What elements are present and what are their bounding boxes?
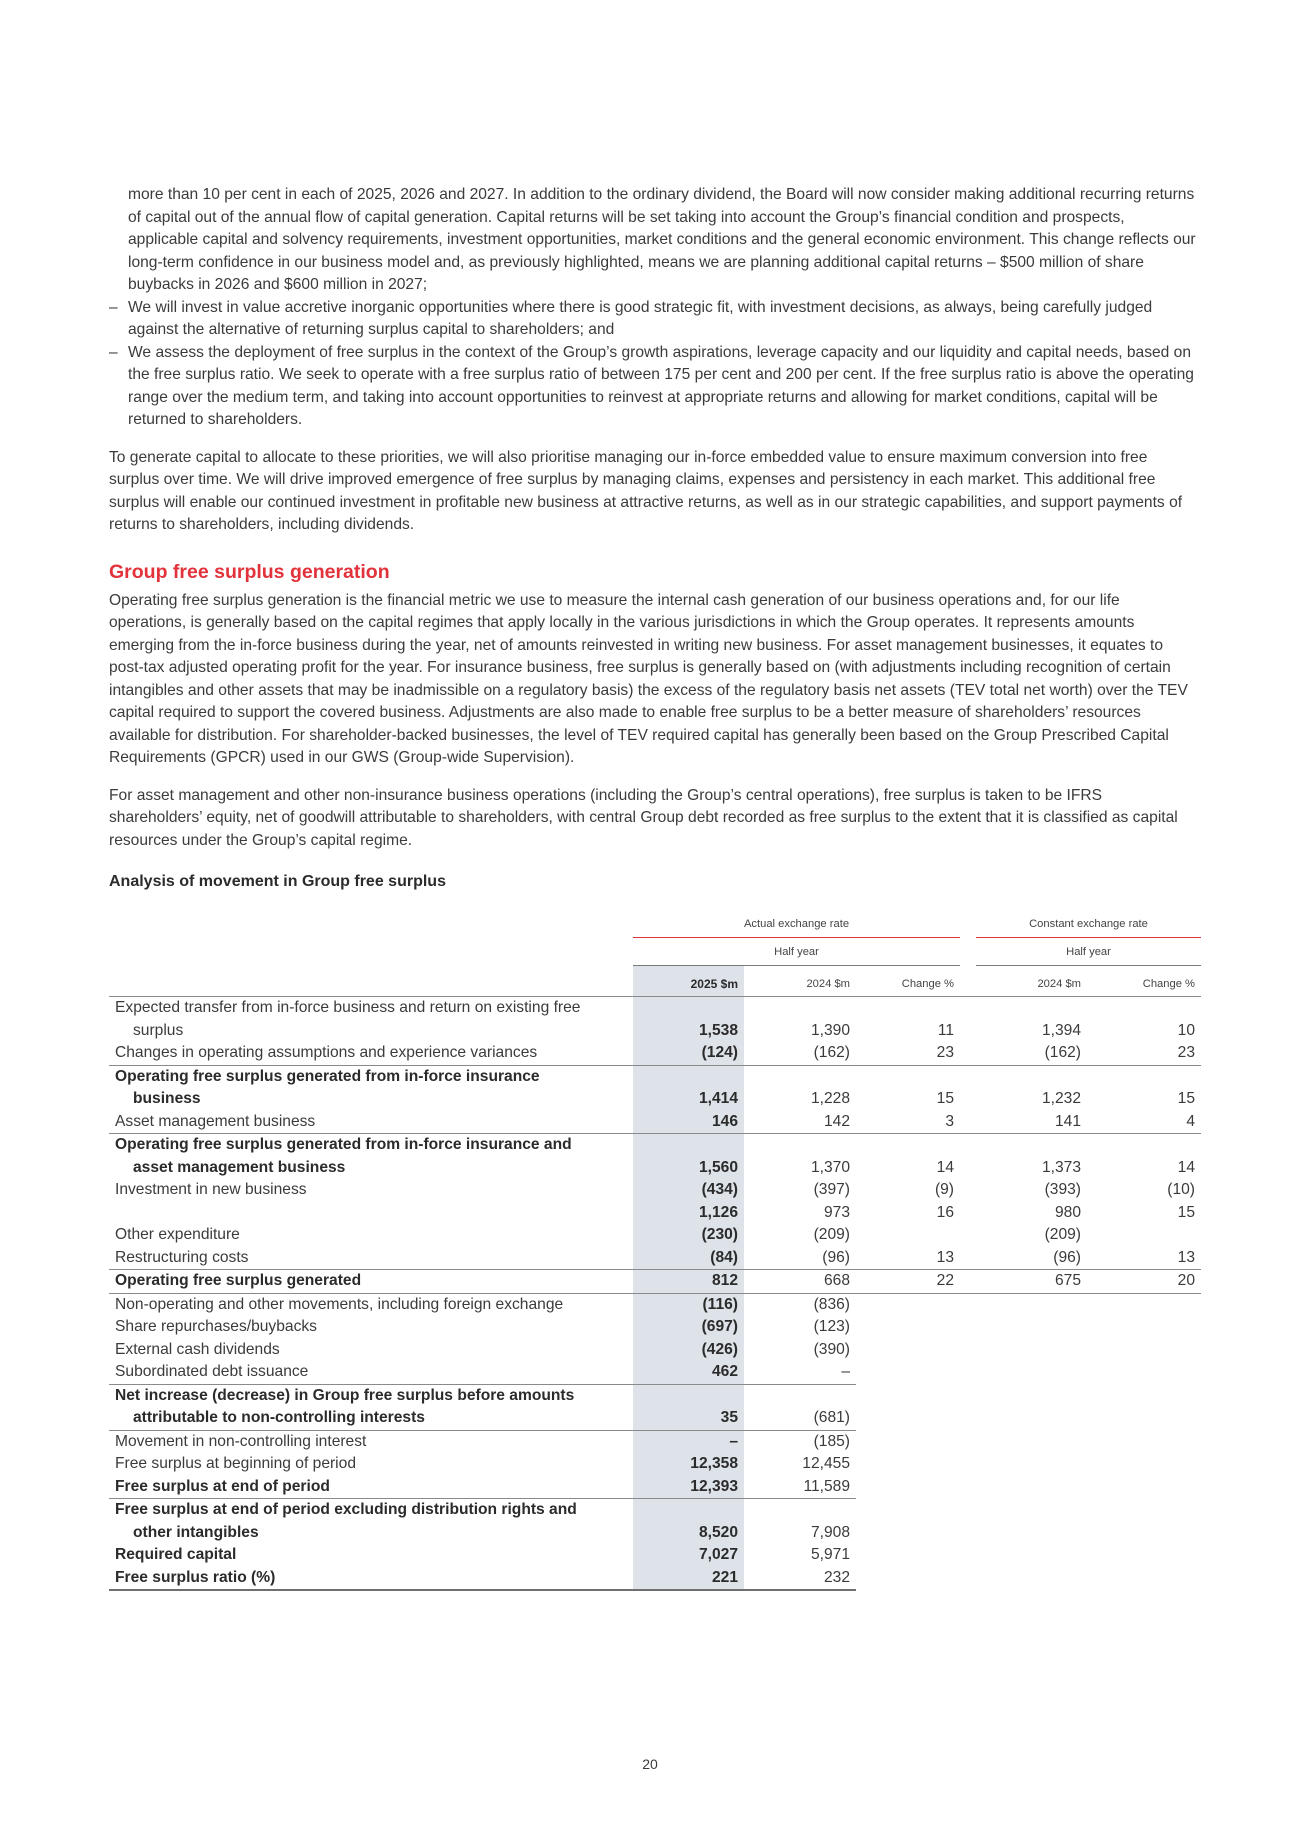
row-label-line1: Restructuring costs	[115, 1248, 249, 1266]
value-2024-constant: 1,232	[976, 1065, 1087, 1111]
row-label	[109, 1224, 633, 1247]
header-constant-exchange-rate: Constant exchange rate	[976, 911, 1201, 938]
row-label-line1: Net increase (decrease) in Group free surplus before amounts	[115, 1386, 575, 1404]
row-label-line1: Movement in non-controlling interest	[115, 1432, 367, 1450]
row-label-line2: surplus	[133, 1021, 184, 1039]
value-2024-constant: 980	[1054, 1203, 1081, 1221]
row-label-line1: Changes in operating assumptions and experience variances	[115, 1044, 538, 1061]
row-label	[109, 1453, 633, 1476]
table-row	[109, 1567, 1201, 1591]
value-change-constant: 13	[1177, 1248, 1195, 1266]
value-2025: 12,358	[633, 1453, 744, 1476]
value-change-constant	[1087, 1339, 1201, 1362]
row-label	[109, 1247, 633, 1270]
value-2024-actual: (96)	[822, 1248, 850, 1266]
value-2024-constant	[976, 1361, 1087, 1384]
bullet-inorganic	[109, 297, 1199, 342]
row-label-line1: Investment in new business	[115, 1181, 307, 1198]
row-label-line1: Expected transfer from in-force business and return on existing free	[115, 999, 581, 1016]
column-header-2024-constant: 2024 $m	[1037, 978, 1081, 990]
value-2025: 8,520	[633, 1499, 744, 1545]
value-change-actual	[856, 1361, 960, 1384]
section-title: Group free surplus generation	[109, 560, 390, 583]
table-row	[109, 1293, 1201, 1316]
value-2024-constant: 141	[1054, 1112, 1081, 1130]
row-label	[109, 1430, 633, 1453]
row-label	[109, 1179, 633, 1202]
row-label	[109, 1202, 633, 1225]
column-header-change-constant: Change %	[1142, 978, 1195, 990]
table-row	[109, 1430, 1201, 1453]
bullet-dash: –	[109, 298, 118, 316]
row-label-line1: Free surplus at end of period	[115, 1477, 330, 1495]
row-label	[109, 1544, 633, 1567]
value-2024-actual: 5,971	[810, 1546, 850, 1563]
table-row	[109, 1316, 1201, 1339]
table-row	[109, 1042, 1201, 1065]
row-label-line1: Asset management business	[115, 1112, 316, 1130]
table-row	[109, 1224, 1201, 1247]
value-change-constant	[1087, 1224, 1201, 1247]
value-change-actual: 23	[936, 1044, 954, 1061]
row-label-line1: Free surplus at end of period excluding distribution rights and	[115, 1501, 577, 1518]
table-row	[109, 1247, 1201, 1270]
value-2025: 1,414	[633, 1065, 744, 1111]
value-2024-constant: 1,394	[976, 997, 1087, 1043]
value-2024-actual: (681)	[744, 1384, 856, 1430]
value-2025: 12,393	[633, 1476, 744, 1499]
header-actual-exchange-rate: Actual exchange rate	[633, 911, 960, 938]
value-2025: (434)	[633, 1179, 744, 1202]
table-title: Analysis of movement in Group free surplus	[109, 873, 446, 890]
value-change-constant	[1087, 1567, 1201, 1591]
value-2024-actual: 1,228	[744, 1065, 856, 1111]
table-row	[109, 1179, 1201, 1202]
row-label-line1: Required capital	[115, 1546, 237, 1563]
value-change-constant: 10	[1087, 997, 1201, 1043]
value-change-constant: 15	[1087, 1065, 1201, 1111]
row-label	[109, 1111, 633, 1134]
value-2024-constant: (209)	[1044, 1226, 1081, 1243]
value-change-constant	[1087, 1476, 1201, 1499]
bullet-text: We assess the deployment of free surplus in the context of the Group’s growth aspirations, leverage capacity and our liquidity and capital needs, based on the free surplus ratio. We seek to operate with a free surplus ratio of between 175 per cent and 200 per cent. If the free surplus ratio is above the operating range over the medium term, and taking into account opportunities to reinvest at appropriate returns and allowing for market conditions, capital will be returned to shareholders.	[128, 343, 1194, 428]
value-change-actual	[856, 1544, 960, 1567]
value-2024-constant: 1,373	[976, 1134, 1087, 1180]
value-2024-actual: 1,390	[744, 997, 856, 1043]
value-2025: 462	[633, 1361, 744, 1384]
value-2025: (697)	[633, 1316, 744, 1339]
paragraph-asset-management: For asset management and other non-insurance business operations (including the Group’s central operations), free surplus is taken to be IFRS shareholders’ equity, net of goodwill attributable to shareholders, with central Group debt recorded as free surplus to the extent that it is classified as capital resources under the Group’s capital regime.	[109, 786, 1178, 849]
value-change-constant: 20	[1087, 1270, 1201, 1294]
value-2024-constant	[976, 1499, 1087, 1545]
value-2024-constant	[976, 1476, 1087, 1499]
value-2024-actual: (162)	[813, 1044, 850, 1061]
row-label-line1: Subordinated debt issuance	[115, 1363, 309, 1380]
value-2025: 812	[633, 1270, 744, 1294]
table-row	[109, 1361, 1201, 1384]
value-2024-actual: 1,370	[744, 1134, 856, 1180]
value-2024-actual: (836)	[744, 1293, 856, 1316]
value-change-constant	[1087, 1384, 1201, 1430]
value-2024-constant	[976, 1567, 1087, 1591]
value-2025: (84)	[633, 1247, 744, 1270]
row-label-line2: business	[133, 1090, 201, 1107]
value-2025: 146	[633, 1111, 744, 1134]
value-change-constant: (10)	[1167, 1181, 1195, 1198]
value-2024-actual: 668	[744, 1270, 856, 1294]
value-change-actual	[856, 1567, 960, 1591]
value-2024-actual: 11,589	[803, 1477, 850, 1495]
capital-priorities-list	[109, 184, 1199, 432]
value-change-constant: 14	[1087, 1134, 1201, 1180]
bullet-continuation: more than 10 per cent in each of 2025, 2026 and 2027. In addition to the ordinary dividend, the Board will now consider making additional recurring returns of capital out of the annual flow of capital generation. Capital returns will be set taking into account the Group’s financial condition and prospects, applicable capital and solvency requirements, investment opportunities, market conditions and the general economic environment. This change reflects our long-term confidence in our business model and, as previously highlighted, means we are planning additional capital returns – $500 million of share buybacks in 2026 and $600 million in 2027;	[128, 186, 1196, 293]
column-header-2024-actual: 2024 $m	[806, 978, 850, 990]
value-change-actual	[856, 1476, 960, 1499]
value-change-constant: 15	[1177, 1203, 1195, 1221]
value-2024-constant: (393)	[1044, 1181, 1081, 1198]
table-row	[109, 1384, 1201, 1430]
value-2024-actual: (185)	[744, 1430, 856, 1453]
value-2024-actual: 973	[823, 1203, 850, 1221]
value-change-actual: 13	[936, 1248, 954, 1266]
paragraph-definition: Operating free surplus generation is the financial metric we use to measure the internal cash generation of our business operations and, for our life operations, is generally based on the capital regimes that apply locally in the various jurisdictions in which the Group operates. It represents amounts emerging from the in-force business during the year, net of amounts reinvested in writing new business. For asset management businesses, it equates to post-tax adjusted operating profit for the year. For insurance business, free surplus is generally based on (with adjustments including recognition of certain intangibles and other assets that may be inadmissible on a regulatory basis) the excess of the regulatory basis net assets (TEV total net worth) over the TEV capital required to support the covered business. Adjustments are also made to enable free surplus to be a better measure of shareholders’ resources available for distribution. For shareholder-backed businesses, the level of TEV required capital has generally been based on the Group Prescribed Capital Requirements (GPCR) used in our GWS (Group-wide Supervision).	[109, 591, 1188, 766]
table-header-halfyear-row	[109, 938, 1201, 966]
value-2024-constant	[976, 1430, 1087, 1453]
value-change-actual: 16	[936, 1203, 954, 1221]
value-change-actual	[856, 1384, 960, 1430]
value-change-actual: (9)	[934, 1181, 954, 1198]
row-label-line1: Share repurchases/buybacks	[115, 1318, 317, 1335]
row-label	[109, 1339, 633, 1362]
row-label-line1: Free surplus at beginning of period	[115, 1455, 356, 1472]
value-2025: 35	[633, 1384, 744, 1430]
row-label-line1: Operating free surplus generated from in-force insurance and	[115, 1136, 572, 1153]
row-label	[109, 1476, 633, 1499]
value-2024-actual: 232	[744, 1567, 856, 1591]
value-2025: (124)	[633, 1042, 744, 1065]
row-label-line1: Free surplus ratio (%)	[115, 1568, 276, 1586]
row-label	[109, 1270, 633, 1294]
value-change-actual: 14	[856, 1134, 960, 1180]
value-change-actual	[856, 1499, 960, 1545]
row-label-line1: Non-operating and other movements, including foreign exchange	[115, 1295, 564, 1313]
value-2024-constant	[976, 1316, 1087, 1339]
value-2024-actual: 7,908	[744, 1499, 856, 1545]
value-2024-constant: (96)	[1053, 1248, 1081, 1266]
row-label	[109, 1384, 633, 1430]
value-change-constant: 23	[1177, 1044, 1195, 1061]
table-row	[109, 1134, 1201, 1180]
value-change-actual	[856, 1339, 960, 1362]
table-row	[109, 1476, 1201, 1499]
row-label-line2: asset management business	[133, 1158, 346, 1176]
value-change-constant: 4	[1186, 1112, 1195, 1130]
value-2025: 1,126	[633, 1202, 744, 1225]
value-change-constant	[1087, 1453, 1201, 1476]
row-label	[109, 1042, 633, 1065]
value-change-actual: 3	[945, 1112, 954, 1130]
value-change-actual: 11	[856, 997, 960, 1043]
value-2024-constant: 675	[976, 1270, 1087, 1294]
value-2024-constant	[976, 1339, 1087, 1362]
row-label-line1: External cash dividends	[115, 1340, 280, 1358]
value-2024-constant	[976, 1384, 1087, 1430]
value-2024-actual: (390)	[813, 1340, 850, 1358]
table-header-group-row	[109, 911, 1201, 938]
value-change-constant	[1087, 1293, 1201, 1316]
value-2025: (426)	[633, 1339, 744, 1362]
row-label	[109, 1134, 633, 1180]
table-row	[109, 1111, 1201, 1134]
row-label	[109, 1316, 633, 1339]
value-2025: 7,027	[633, 1544, 744, 1567]
row-label	[109, 1499, 633, 1545]
value-2024-constant: (162)	[1044, 1044, 1081, 1061]
value-2025: –	[633, 1430, 744, 1453]
row-label	[109, 1065, 633, 1111]
table-header-columns-row	[109, 966, 1201, 997]
value-change-actual	[856, 1224, 960, 1247]
value-change-actual: 22	[856, 1270, 960, 1294]
value-change-constant	[1087, 1430, 1201, 1453]
column-header-2025: 2025 $m	[633, 966, 744, 997]
value-change-constant	[1087, 1361, 1201, 1384]
value-2025: 221	[633, 1567, 744, 1591]
row-label-line2: attributable to non-controlling interests	[133, 1409, 425, 1426]
table-row	[109, 1202, 1201, 1225]
value-change-constant	[1087, 1499, 1201, 1545]
value-2024-constant	[976, 1544, 1087, 1567]
value-2025: 1,538	[633, 997, 744, 1043]
bullet-text: We will invest in value accretive inorganic opportunities where there is good strategic fit, with investment decisions, as always, being carefully judged against the alternative of returning surplus capital to shareholders; and	[128, 298, 1153, 338]
row-label	[109, 997, 633, 1043]
table-row	[109, 1499, 1201, 1545]
value-change-actual	[856, 1293, 960, 1316]
row-label-line2: other intangibles	[133, 1523, 259, 1541]
row-label-line1: Other expenditure	[115, 1226, 240, 1243]
value-2025: 1,560	[633, 1134, 744, 1180]
table-row	[109, 1065, 1201, 1111]
row-label-line1: Operating free surplus generated from in-force insurance	[115, 1067, 540, 1085]
value-2025: (116)	[633, 1293, 744, 1316]
paragraph-capital-generation: To generate capital to allocate to these priorities, we will also prioritise managing our in-force embedded value to ensure maximum conversion into free surplus over time. We will drive improved emergence of free surplus by managing claims, expenses and persistency in each market. This additional free surplus will enable our continued investment in profitable new business at attractive returns, as well as in our strategic capabilities, and support payments of returns to shareholders, including dividends.	[109, 448, 1183, 533]
value-2024-actual: 12,455	[802, 1455, 850, 1472]
row-label	[109, 1361, 633, 1384]
value-2024-actual: –	[841, 1363, 850, 1380]
bullet-free-surplus-deployment	[109, 342, 1199, 432]
table-row	[109, 1453, 1201, 1476]
header-half-year-constant: Half year	[976, 938, 1201, 966]
column-header-change-actual: Change %	[901, 978, 954, 990]
free-surplus-table	[109, 911, 1201, 1591]
bullet-dash: –	[109, 343, 118, 361]
value-2024-actual: (209)	[813, 1226, 850, 1243]
table-row	[109, 1339, 1201, 1362]
value-2024-constant	[976, 1453, 1087, 1476]
table-row	[109, 1544, 1201, 1567]
page-body	[109, 184, 1199, 893]
value-change-actual	[856, 1430, 960, 1453]
page-number: 20	[642, 1756, 658, 1772]
value-2024-actual: (123)	[813, 1318, 850, 1335]
value-change-actual: 15	[856, 1065, 960, 1111]
value-2024-constant	[976, 1293, 1087, 1316]
header-half-year-actual: Half year	[633, 938, 960, 966]
value-change-constant	[1087, 1544, 1201, 1567]
row-label	[109, 1293, 633, 1316]
value-2025: (230)	[633, 1224, 744, 1247]
value-change-constant	[1087, 1316, 1201, 1339]
value-2024-actual: (397)	[813, 1181, 850, 1198]
value-2024-actual: 142	[823, 1112, 850, 1130]
table-row	[109, 997, 1201, 1043]
value-change-actual	[856, 1316, 960, 1339]
row-label-line1: Operating free surplus generated	[115, 1272, 362, 1289]
value-change-actual	[856, 1453, 960, 1476]
row-label	[109, 1567, 633, 1591]
table-row	[109, 1270, 1201, 1294]
